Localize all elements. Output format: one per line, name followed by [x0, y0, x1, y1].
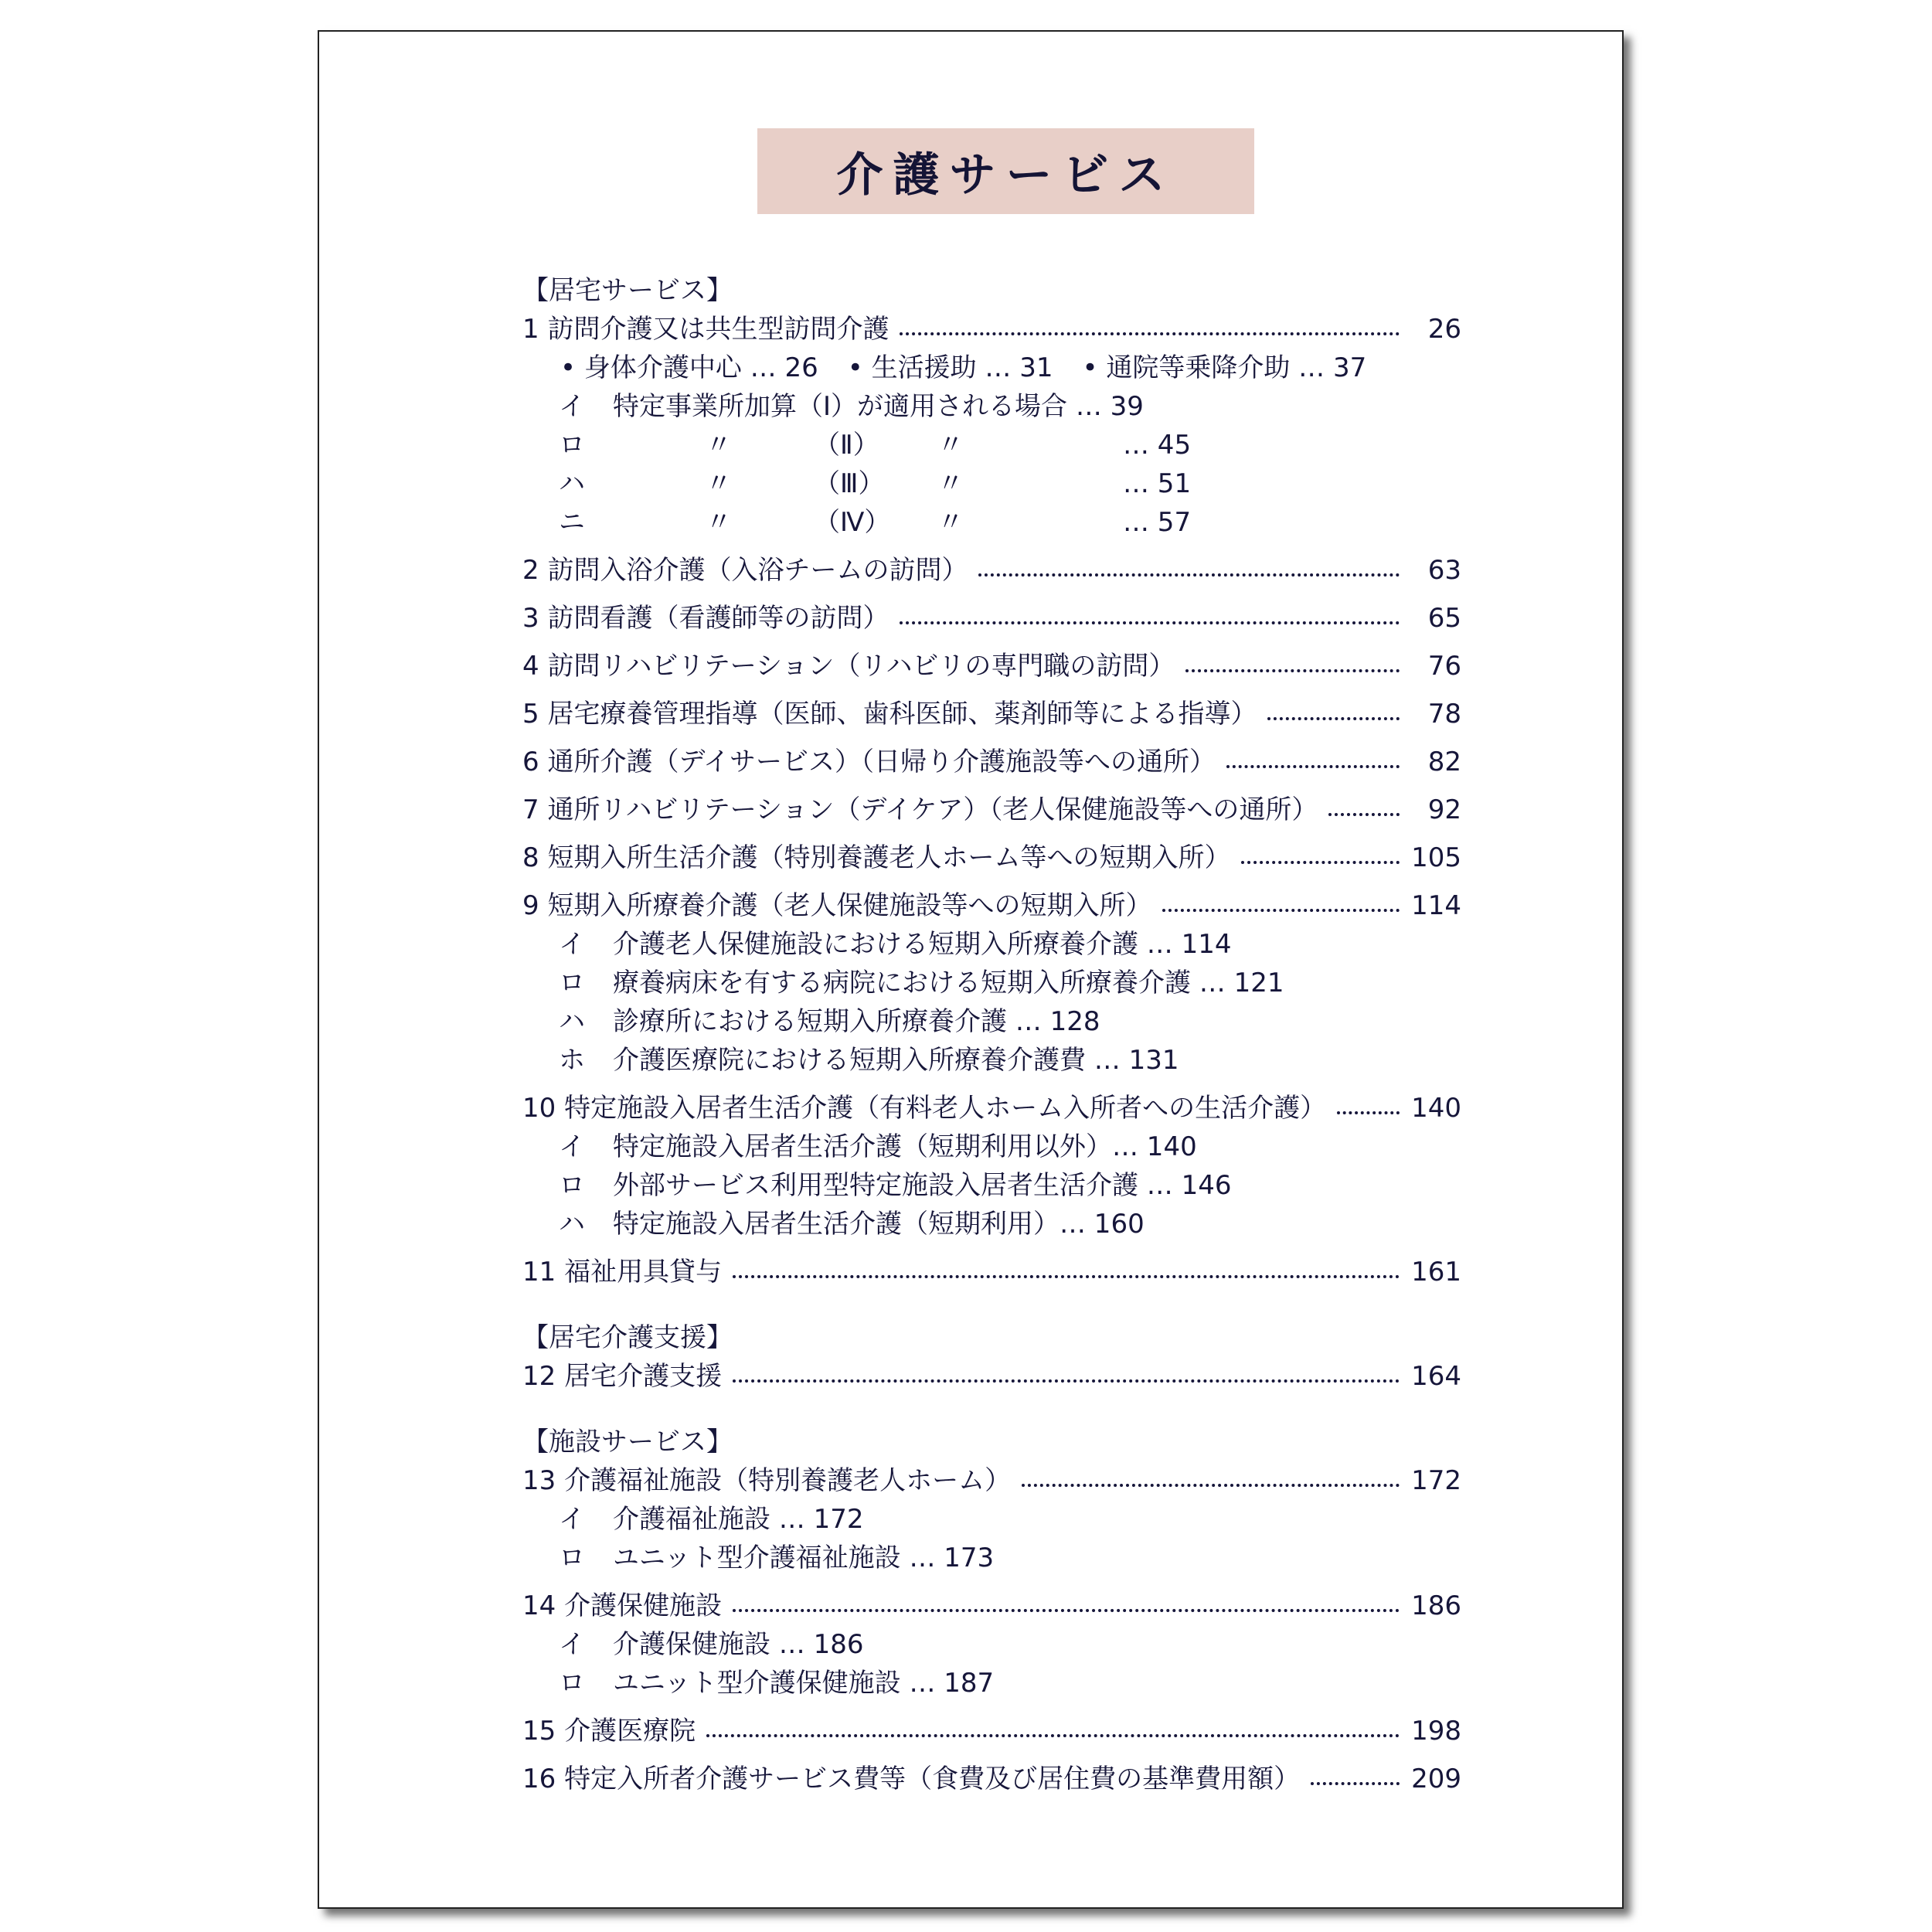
toc-entry-6: [522, 743, 1461, 781]
sub-text: 特定施設入居者生活介護（短期利用以外）… 140: [613, 1131, 1197, 1162]
dot-leader: [733, 1379, 1400, 1383]
entry-page: 164: [1411, 1361, 1461, 1392]
sub-mark: ホ: [559, 1045, 585, 1076]
toc-subentry: [559, 1041, 1179, 1080]
sub-text: 介護医療院における短期入所療養介護費 … 131: [613, 1045, 1179, 1076]
sub-text: 介護保健施設 … 186: [613, 1629, 864, 1660]
entry-page: 105: [1411, 842, 1461, 873]
toc-subentry: [559, 503, 1254, 542]
entry-label: 6 通所介護（デイサービス）（日帰り介護施設等への通所）: [522, 747, 1216, 777]
entry-label: 12 居宅介護支援: [522, 1361, 723, 1392]
entry-page: 65: [1427, 603, 1461, 634]
entry-page: 198: [1411, 1716, 1461, 1747]
toc-subentry: [559, 1205, 1145, 1243]
dot-leader: [733, 1275, 1400, 1278]
sub-text: 外部サービス利用型特定施設入居者生活介護 … 146: [613, 1170, 1232, 1201]
sub-mark: ロ: [559, 430, 585, 461]
entry-page: 63: [1427, 555, 1461, 586]
toc-subentry: [559, 387, 1144, 426]
entry-page: 78: [1427, 699, 1461, 730]
section-heading-care-support: 【居宅介護支援】: [522, 1322, 733, 1353]
toc-subentry: [559, 1166, 1232, 1205]
entry-label: 1 訪問介護又は共生型訪問介護: [522, 314, 889, 345]
dot-leader: [1185, 669, 1400, 672]
dot-leader: [706, 1734, 1400, 1737]
dot-leader: [1328, 813, 1400, 816]
toc-entry-11: [522, 1253, 1461, 1291]
toc-subentry: [559, 1625, 864, 1664]
toc-subentry: [559, 964, 1284, 1002]
toc-entry-1: [522, 310, 1461, 349]
entry-page: 161: [1411, 1257, 1461, 1287]
level-label: （Ⅲ）: [814, 468, 885, 499]
sub-text: 介護老人保健施設における短期入所療養介護 … 114: [613, 929, 1232, 960]
dot-leader: [978, 573, 1400, 577]
dot-leader: [1226, 765, 1400, 768]
bullet-item: • 生活援助 … 31: [847, 352, 1053, 383]
toc-subentry: [559, 1664, 994, 1702]
entry-page: 186: [1411, 1590, 1461, 1621]
ditto-mark: 〃: [937, 507, 964, 538]
entry-label: 16 特定入所者介護サービス費等（食費及び居住費の基準費用額）: [522, 1764, 1301, 1794]
dot-leader: [733, 1609, 1400, 1612]
title-banner: [757, 128, 1254, 214]
toc-entry-8: [522, 838, 1461, 877]
sub-text: 特定施設入居者生活介護（短期利用）… 160: [613, 1209, 1145, 1240]
sub-mark: イ: [559, 391, 585, 422]
dot-leader: [1162, 909, 1400, 912]
entry-label: 8 短期入所生活介護（特別養護老人ホーム等への短期入所）: [522, 842, 1231, 873]
entry-label: 10 特定施設入居者生活介護（有料老人ホーム入所者への生活介護）: [522, 1093, 1327, 1124]
document-page: [318, 30, 1624, 1909]
entry-label: 11 福祉用具貸与: [522, 1257, 723, 1287]
toc-entry-14: [522, 1587, 1461, 1625]
toc-entry-16: [522, 1760, 1461, 1798]
dot-leader: [900, 621, 1400, 624]
entry-label: 7 通所リハビリテーション（デイケア）（老人保健施設等への通所）: [522, 794, 1318, 825]
sub-mark: イ: [559, 1629, 585, 1660]
section-heading-home-services: 【居宅サービス】: [522, 275, 733, 306]
sub-text: 特定事業所加算（Ⅰ）が適用される場合 … 39: [613, 391, 1144, 422]
sub-mark: ロ: [559, 1170, 585, 1201]
level-label: （Ⅱ）: [814, 430, 879, 461]
bullet-item: • 通院等乗降介助 … 37: [1082, 352, 1367, 383]
sub-text: 介護福祉施設 … 172: [613, 1504, 864, 1535]
sub-mark: ハ: [559, 1209, 585, 1240]
toc-entry-12: [522, 1357, 1461, 1396]
bullet-item: • 身体介護中心 … 26: [560, 352, 818, 383]
dot-leader: [1022, 1484, 1400, 1487]
toc-entry-4: [522, 647, 1461, 685]
entry-page: 76: [1427, 651, 1461, 682]
sub-mark: イ: [559, 929, 585, 960]
toc-subentry: [559, 925, 1232, 964]
entry-label: 4 訪問リハビリテーション（リハビリの専門職の訪問）: [522, 651, 1175, 682]
entry-page: 92: [1427, 794, 1461, 825]
dot-leader: [1267, 717, 1400, 720]
sub-mark: ニ: [559, 507, 585, 538]
entry-label: 14 介護保健施設: [522, 1590, 723, 1621]
sub-text: ユニット型介護福祉施設 … 173: [613, 1543, 995, 1573]
toc-subentry: [559, 426, 1254, 464]
dot-leader: [1311, 1782, 1400, 1785]
entry-page: 140: [1411, 1093, 1461, 1124]
sub-mark: イ: [559, 1131, 585, 1162]
ditto-mark: 〃: [706, 430, 732, 461]
ditto-mark: 〃: [706, 507, 732, 538]
sub-page: … 45: [1123, 430, 1192, 461]
entry-page: 82: [1427, 747, 1461, 777]
toc-entry-2: [522, 551, 1461, 590]
ditto-mark: 〃: [706, 468, 732, 499]
toc-bullets-1: [560, 349, 1366, 387]
toc-subentry: [559, 1500, 864, 1539]
sub-mark: ハ: [559, 1006, 585, 1037]
toc-entry-9: [522, 886, 1461, 925]
toc-entry-3: [522, 599, 1461, 638]
dot-leader: [900, 332, 1400, 335]
toc-subentry: [559, 1539, 994, 1577]
sub-text: 療養病床を有する病院における短期入所療養介護 … 121: [613, 968, 1284, 998]
dot-leader: [1337, 1111, 1400, 1114]
toc-subentry: [559, 1128, 1197, 1166]
sub-text: 診療所における短期入所療養介護 … 128: [613, 1006, 1100, 1037]
sub-page: … 57: [1123, 507, 1192, 538]
entry-label: 15 介護医療院: [522, 1716, 696, 1747]
toc-subentry: [559, 464, 1254, 503]
toc-entry-7: [522, 791, 1461, 829]
entry-page: 26: [1427, 314, 1461, 345]
sub-page: … 51: [1123, 468, 1192, 499]
entry-page: 209: [1411, 1764, 1461, 1794]
section-heading-facility-services: 【施設サービス】: [522, 1427, 733, 1458]
sub-mark: ロ: [559, 968, 585, 998]
entry-page: 172: [1411, 1465, 1461, 1496]
sub-mark: ロ: [559, 1668, 585, 1699]
toc-entry-10: [522, 1089, 1461, 1128]
entry-label: 2 訪問入浴介護（入浴チームの訪問）: [522, 555, 968, 586]
sub-text: ユニット型介護保健施設 … 187: [613, 1668, 995, 1699]
ditto-mark: 〃: [937, 430, 964, 461]
level-label: （Ⅳ）: [814, 507, 891, 538]
entry-label: 5 居宅療養管理指導（医師、歯科医師、薬剤師等による指導）: [522, 699, 1257, 730]
ditto-mark: 〃: [937, 468, 964, 499]
toc-entry-5: [522, 695, 1461, 733]
entry-page: 114: [1411, 890, 1461, 921]
toc-subentry: [559, 1002, 1100, 1041]
sub-mark: ロ: [559, 1543, 585, 1573]
sub-mark: ハ: [559, 468, 585, 499]
toc-entry-13: [522, 1461, 1461, 1500]
entry-label: 9 短期入所療養介護（老人保健施設等への短期入所）: [522, 890, 1152, 921]
toc-entry-15: [522, 1712, 1461, 1750]
entry-label: 3 訪問看護（看護師等の訪問）: [522, 603, 889, 634]
page-title: 介護サービス: [836, 148, 1175, 202]
sub-mark: イ: [559, 1504, 585, 1535]
dot-leader: [1241, 861, 1400, 864]
entry-label: 13 介護福祉施設（特別養護老人ホーム）: [522, 1465, 1012, 1496]
